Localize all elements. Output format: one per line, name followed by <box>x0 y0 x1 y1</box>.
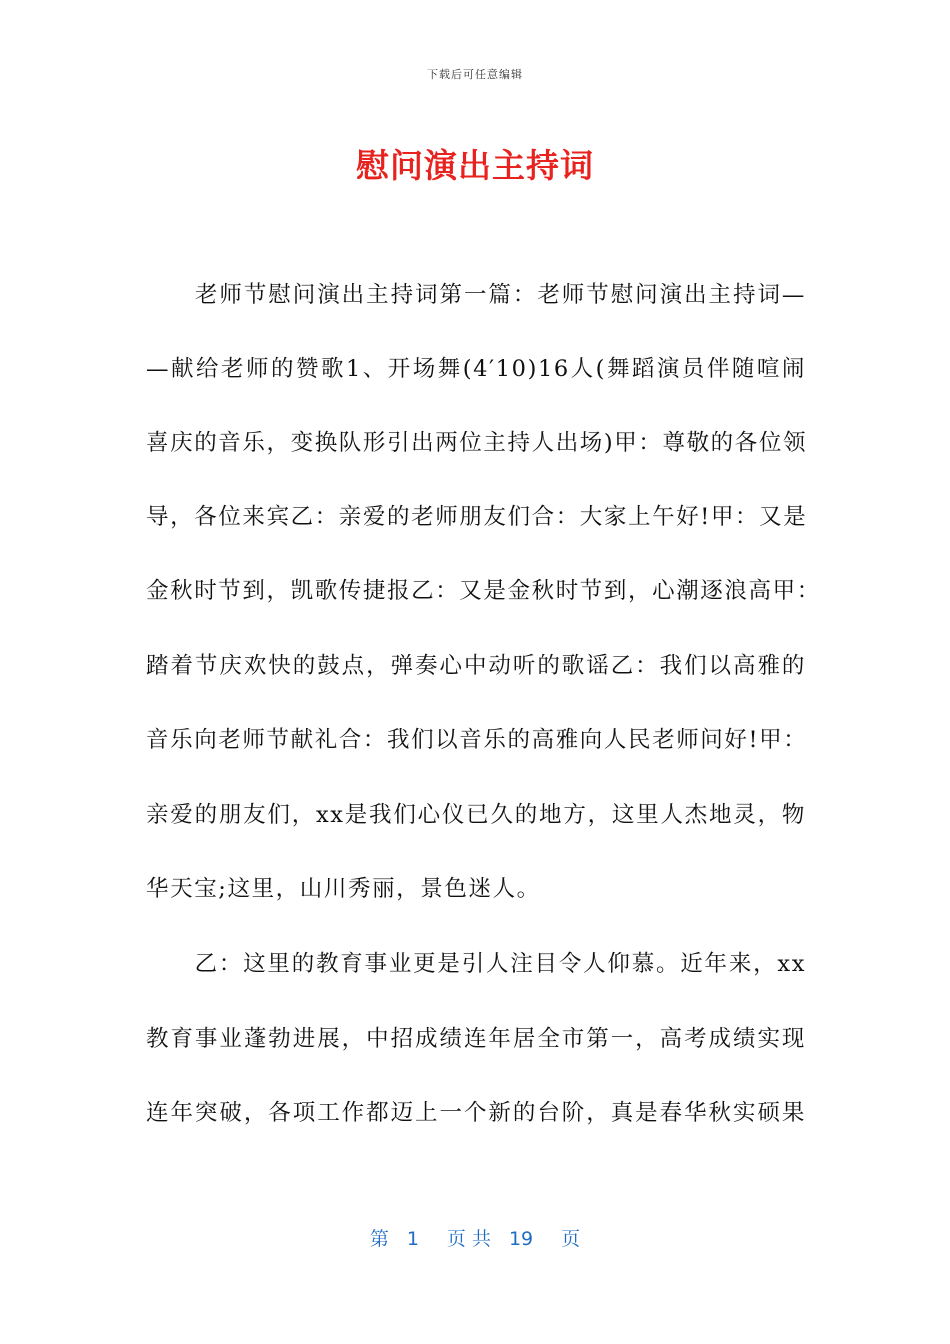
footer-middle: 页 共 <box>446 1228 491 1250</box>
text-line: 踏着节庆欢快的鼓点，弹奏心中动听的歌谣乙：我们以高雅的 <box>146 653 806 679</box>
page-footer <box>0 1224 950 1251</box>
text-line: 老师节慰问演出主持词第一篇：老师节慰问演出主持词— <box>146 282 806 308</box>
header-note: 下载后可任意编辑 <box>427 68 523 81</box>
text-line: 亲爱的朋友们，xx是我们心仪已久的地方，这里人杰地灵，物 <box>146 802 806 828</box>
text-line: 喜庆的音乐，变换队形引出两位主持人出场)甲：尊敬的各位领 <box>146 430 808 456</box>
text-line: —献给老师的赞歌1、开场舞(4′10)16人(舞蹈演员伴随喧闹 <box>146 356 806 382</box>
text-line: 导，各位来宾乙：亲爱的老师朋友们合：大家上午好!甲：又是 <box>146 504 808 530</box>
footer-total-pages: 19 <box>508 1228 534 1250</box>
text-line: 金秋时节到，凯歌传捷报乙：又是金秋时节到，心潮逐浪高甲： <box>146 578 821 604</box>
text-line: 教育事业蓬勃进展，中招成绩连年居全市第一，高考成绩实现 <box>146 1026 806 1052</box>
text-line: 乙：这里的教育事业更是引人注目令人仰慕。近年来，xx <box>146 951 806 977</box>
footer-page-number: 1 <box>406 1228 419 1250</box>
text-line: 连年突破，各项工作都迈上一个新的台阶，真是春华秋实硕果 <box>146 1100 806 1126</box>
text-line: 华天宝;这里，山川秀丽，景色迷人。 <box>146 876 541 902</box>
footer-prefix: 第 <box>369 1228 389 1250</box>
footer-suffix: 页 <box>561 1228 581 1250</box>
document-title: 慰问演出主持词 <box>356 146 594 185</box>
text-line: 音乐向老师节献礼合：我们以音乐的高雅向人民老师问好!甲： <box>146 727 808 753</box>
